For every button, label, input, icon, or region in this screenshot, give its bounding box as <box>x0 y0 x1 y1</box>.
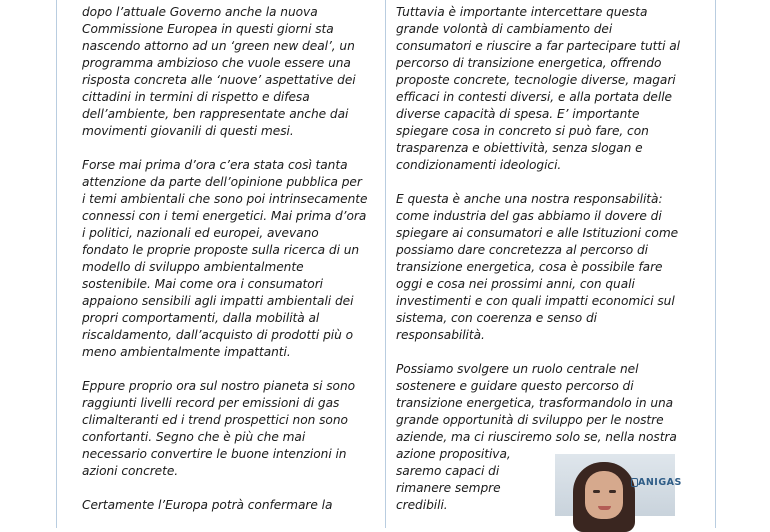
left-paragraph-2: Forse mai prima d’ora c’era stata così tanta attenzione da parte dell’opinione pubblica per i temi ambientali che sono poi intrinsecamente connessi con i temi energetici. Mai prima d’ora i politici, nazionali ed europei, avevano fondato le proprie proposte sulla ricerca di un modello di sviluppo ambientalmente sostenibile. Mai come ora i consumatori appaiono sensibili agli impatti ambientali dei propri comportamenti, dalla mobilità al riscaldamento, dall’acquisto di prodotti più o meno ambientalmente impattanti. <box>82 158 368 359</box>
anigas-logo-text: ANIGAS <box>638 477 682 488</box>
photo-face <box>585 471 623 519</box>
left-paragraph-3: Eppure proprio ora sul nostro pianeta si sono raggiunti livelli record per emissioni di gas climalteranti ed i trend prospettici non sono confortanti. Segno che è più che mai necessario convertire le buone intenzioni in azioni concrete. <box>82 379 356 478</box>
right-paragraph-3: Possiamo svolgere un ruolo centrale nel sostenere e guidare questo percorso di transizione energetica, trasformandolo in una grande opportunità di sviluppo per le nostre aziende, ma ci riusciremo solo se, nella nostra azione propositiva, saremo capaci di rimanere sempre credibili. <box>396 362 677 512</box>
photo-eye-right <box>609 490 616 493</box>
photo-mouth <box>598 506 611 510</box>
left-paragraph-4: Certamente l’Europa potrà confermare la <box>82 498 333 512</box>
anigas-logo-icon <box>631 478 638 487</box>
left-paragraph-1: dopo l’attuale Governo anche la nuova Commissione Europea in questi giorni sta nascendo attorno ad un ‘green new deal’, un programma ambizioso che vuole essere una risposta concreta alle ‘nuove’ aspettative dei cittadini in termini di rispetto e difesa dell’ambiente, ben rappresentate anche dai movimenti giovanili di questi mesi. <box>82 5 356 138</box>
photo-eye-left <box>593 490 600 493</box>
author-photo <box>555 454 682 516</box>
right-paragraph-1: Tuttavia è importante intercettare questa grande volontà di cambiamento dei consumatori e riuscire a far partecipare tutti al percorso di transizione energetica, offrendo proposte concrete, tecnologie diverse, magari efficaci in contesti diversi, e alla portata delle diverse capacità di spesa. E’ importante spiegare cosa in concreto si può fare, con trasparenza e obiettività, senza slogan e condizionamenti ideologici. <box>396 5 680 172</box>
right-paragraph-2: E questa è anche una nostra responsabilità: come industria del gas abbiamo il dovere di spiegare ai consumatori e alle Istituzioni come possiamo dare concretezza al percorso di transizione energetica, cosa è possibile fare oggi e cosa nei prossimi anni, con quali investimenti e con quali impatti economici sul sistema, con coerenza e senso di responsabilità. <box>396 192 679 342</box>
left-column <box>82 4 382 531</box>
right-column <box>396 4 706 531</box>
